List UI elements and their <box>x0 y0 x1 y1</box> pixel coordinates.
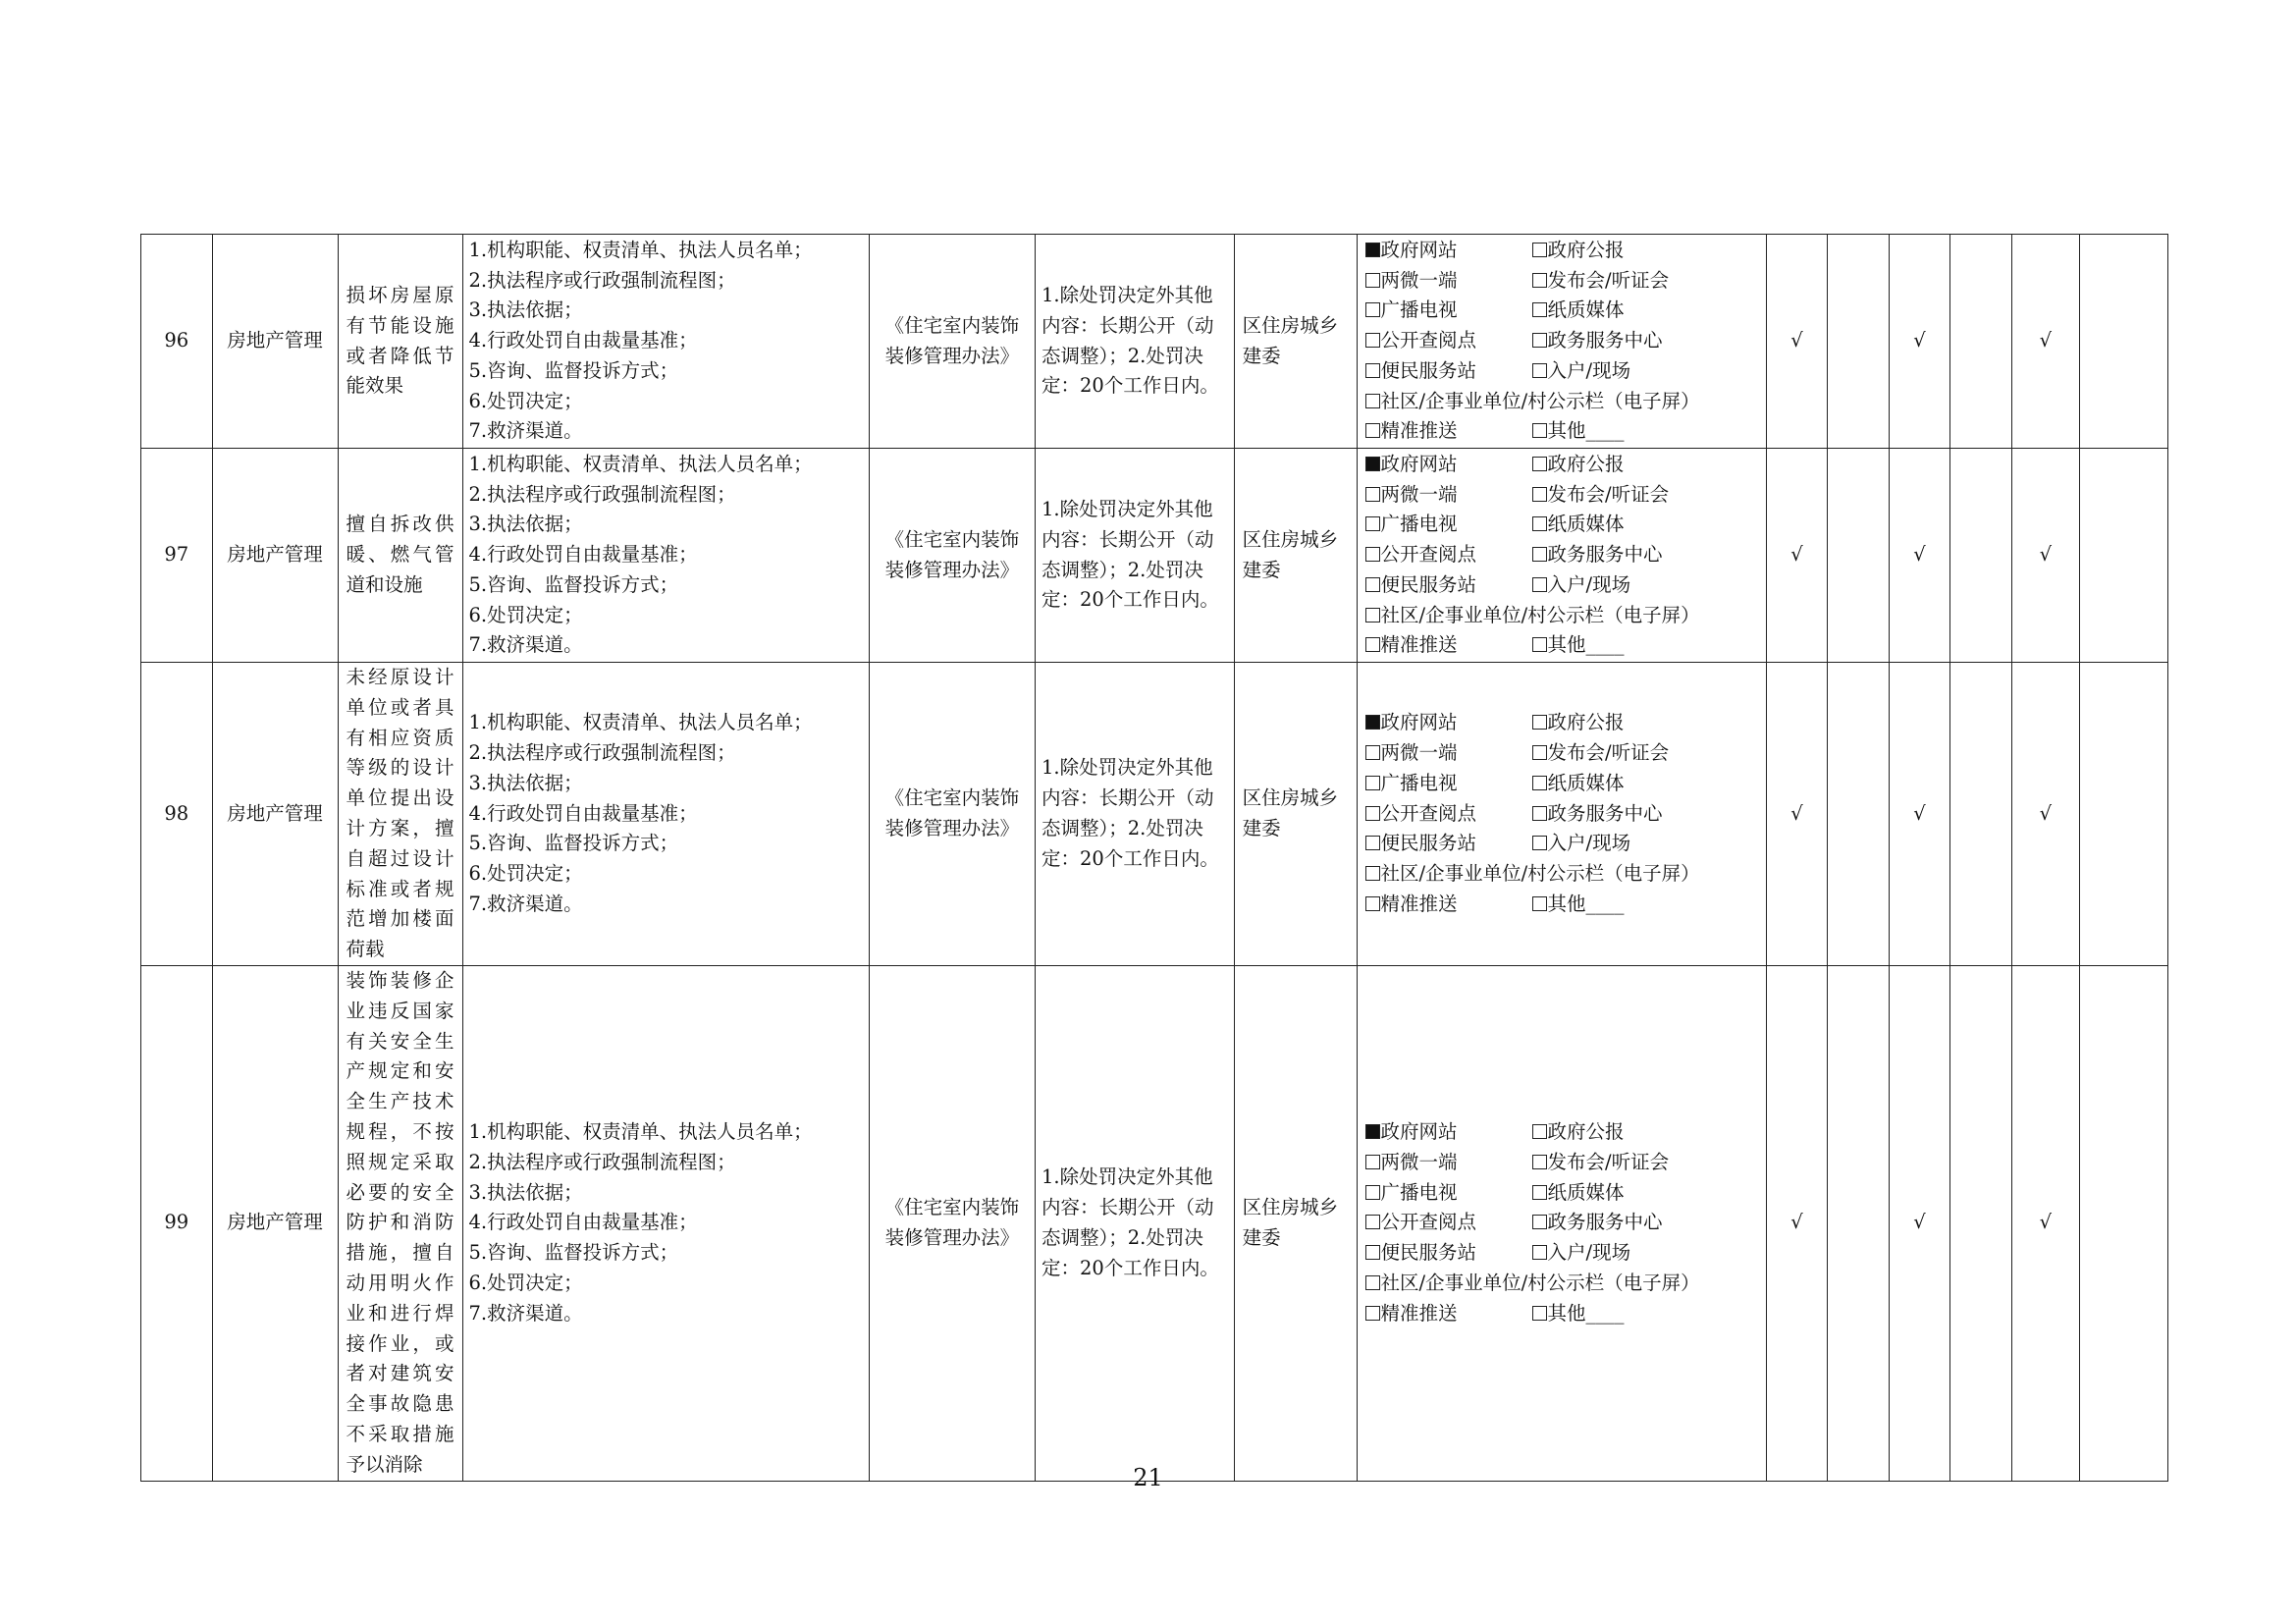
checkbox-icon <box>1532 273 1547 288</box>
channel-option <box>1532 450 1762 480</box>
basis-cell <box>869 449 1035 663</box>
channels-cell <box>1357 235 1766 449</box>
check-cell <box>2080 235 2168 449</box>
content-line: 7.救济渠道。 <box>468 892 583 915</box>
content-line: 3.执法依据； <box>468 771 583 794</box>
basis-text: 《住宅室内装饰装修管理办法》 <box>884 313 1020 367</box>
check-cell <box>1828 235 1889 449</box>
channel-label: 其他____ <box>1547 419 1625 443</box>
row-number: 97 <box>141 449 213 663</box>
channel-option <box>1532 266 1762 297</box>
channel-label: 便民服务站 <box>1380 572 1477 596</box>
content-line: 3.执法依据； <box>468 513 583 536</box>
channel-option <box>1365 630 1532 661</box>
content-line: 7.救济渠道。 <box>468 633 583 657</box>
channel-option <box>1365 296 1532 326</box>
channel-label: 发布会/听证会 <box>1547 268 1670 292</box>
channel-label: 广播电视 <box>1380 298 1458 322</box>
checkbox-icon <box>1365 333 1380 348</box>
channel-label: 公开查阅点 <box>1380 543 1477 567</box>
page-number: 21 <box>1133 1464 1163 1491</box>
subject-cell <box>1234 663 1357 966</box>
channel-label: 便民服务站 <box>1380 358 1477 382</box>
row-number: 96 <box>141 235 213 449</box>
channel-option <box>1365 799 1532 830</box>
basis-cell <box>869 965 1035 1481</box>
check-mark-cell: √ <box>1766 449 1827 663</box>
checked-checkbox-icon <box>1365 715 1380 730</box>
basis-text: 《住宅室内装饰装修管理办法》 <box>884 786 1020 839</box>
checkbox-icon <box>1365 776 1380 790</box>
checkbox-icon <box>1365 273 1380 288</box>
channel-option <box>1365 266 1532 297</box>
channel-label: 入户/现场 <box>1547 572 1631 596</box>
time-cell <box>1036 663 1235 966</box>
content-line: 4.行政处罚自由裁量基准； <box>468 329 698 352</box>
content-line: 5.咨询、监督投诉方式； <box>468 1241 679 1265</box>
content-line: 6.处罚决定； <box>468 603 583 626</box>
channel-label: 其他____ <box>1547 1301 1625 1325</box>
checkbox-icon <box>1532 1245 1547 1260</box>
channels-cell <box>1357 965 1766 1481</box>
time-text: 1.除处罚决定外其他内容：长期公开（动态调整）；2.处罚决定：20个工作日内。 <box>1041 283 1219 398</box>
time-text: 1.除处罚决定外其他内容：长期公开（动态调整）；2.处罚决定：20个工作日内。 <box>1041 497 1219 612</box>
checkbox-icon <box>1365 577 1380 592</box>
channel-grid <box>1365 1117 1762 1329</box>
channel-option <box>1365 480 1532 511</box>
channel-label: 其他____ <box>1547 633 1625 657</box>
checkbox-icon <box>1532 1306 1547 1321</box>
channel-label: 纸质媒体 <box>1547 513 1625 536</box>
checkbox-icon <box>1365 1306 1380 1321</box>
channel-label: 两微一端 <box>1380 482 1458 506</box>
content-line: 2.执法程序或行政强制流程图； <box>468 740 736 764</box>
channel-option <box>1365 450 1532 480</box>
channel-label: 政府公报 <box>1547 711 1625 734</box>
content-line: 1.机构职能、权责清单、执法人员名单； <box>468 1119 813 1143</box>
channel-option <box>1365 738 1532 769</box>
row-number: 98 <box>141 663 213 966</box>
basis-text: 《住宅室内装饰装修管理办法》 <box>884 1195 1020 1249</box>
channel-label: 政府公报 <box>1547 452 1625 475</box>
channel-label: 精准推送 <box>1380 1301 1458 1325</box>
checkbox-icon <box>1532 896 1547 911</box>
check-cell <box>1828 449 1889 663</box>
channel-option <box>1532 1117 1762 1148</box>
checkbox-icon <box>1532 547 1547 562</box>
channel-label: 纸质媒体 <box>1547 771 1625 794</box>
check-mark-cell: √ <box>1766 663 1827 966</box>
basis-cell <box>869 663 1035 966</box>
channel-option <box>1365 416 1532 447</box>
channel-option <box>1532 769 1762 799</box>
check-cell <box>1950 235 2011 449</box>
checkbox-icon <box>1532 243 1547 257</box>
content-line: 6.处罚决定； <box>468 389 583 412</box>
item-cell <box>338 235 462 449</box>
disclosure-table <box>140 234 2168 1482</box>
channel-label: 精准推送 <box>1380 892 1458 915</box>
content-cell <box>462 965 869 1481</box>
check-cell <box>2080 449 2168 663</box>
channel-option <box>1365 601 1762 631</box>
content-cell <box>462 449 869 663</box>
channel-option <box>1532 326 1762 356</box>
subject-text: 区住房城乡建委 <box>1242 527 1339 581</box>
channel-label: 公开查阅点 <box>1380 1211 1477 1234</box>
channel-option <box>1365 387 1762 417</box>
subject-cell <box>1234 965 1357 1481</box>
channel-label: 政务服务中心 <box>1547 543 1663 567</box>
check-cell <box>1950 449 2011 663</box>
checkbox-icon <box>1532 715 1547 730</box>
checkbox-icon <box>1365 1275 1380 1290</box>
checkbox-icon <box>1365 302 1380 317</box>
content-line: 2.执法程序或行政强制流程图； <box>468 268 736 292</box>
checkbox-icon <box>1532 577 1547 592</box>
channel-option <box>1365 829 1532 859</box>
channel-label: 社区/企事业单位/村公示栏（电子屏） <box>1380 1271 1700 1294</box>
check-mark-cell: √ <box>2011 663 2080 966</box>
category-cell: 房地产管理 <box>212 235 338 449</box>
category-cell: 房地产管理 <box>212 663 338 966</box>
channel-label: 发布会/听证会 <box>1547 482 1670 506</box>
channel-option <box>1532 480 1762 511</box>
channel-option <box>1365 356 1532 387</box>
content-line: 3.执法依据； <box>468 1180 583 1204</box>
channel-label: 社区/企事业单位/村公示栏（电子屏） <box>1380 862 1700 886</box>
checkbox-icon <box>1365 836 1380 850</box>
channel-option <box>1532 570 1762 601</box>
time-text: 1.除处罚决定外其他内容：长期公开（动态调整）；2.处罚决定：20个工作日内。 <box>1041 756 1219 870</box>
channel-label: 入户/现场 <box>1547 832 1631 855</box>
content-line: 2.执法程序或行政强制流程图； <box>468 1150 736 1173</box>
channel-label: 精准推送 <box>1380 633 1458 657</box>
check-cell <box>1828 965 1889 1481</box>
channel-label: 纸质媒体 <box>1547 298 1625 322</box>
channel-label: 政府网站 <box>1380 711 1458 734</box>
channel-label: 广播电视 <box>1380 513 1458 536</box>
channel-label: 其他____ <box>1547 892 1625 915</box>
checkbox-icon <box>1532 1215 1547 1229</box>
content-line: 1.机构职能、权责清单、执法人员名单； <box>468 452 813 475</box>
channel-option <box>1532 416 1762 447</box>
item-text: 损坏房屋原有节能设施或者降低节能效果 <box>346 283 454 398</box>
checkbox-icon <box>1532 637 1547 652</box>
channel-option <box>1365 510 1532 540</box>
checkbox-icon <box>1532 806 1547 821</box>
checkbox-icon <box>1532 836 1547 850</box>
content-line: 7.救济渠道。 <box>468 419 583 443</box>
checkbox-icon <box>1365 608 1380 623</box>
channel-option <box>1365 769 1532 799</box>
channel-label: 政府网站 <box>1380 238 1458 261</box>
channel-option <box>1532 1299 1762 1329</box>
checkbox-icon <box>1532 1124 1547 1139</box>
item-cell <box>338 449 462 663</box>
checkbox-icon <box>1365 866 1380 881</box>
channel-option <box>1532 890 1762 920</box>
channel-label: 政务服务中心 <box>1547 1211 1663 1234</box>
channel-label: 政府网站 <box>1380 452 1458 475</box>
content-line: 6.处罚决定； <box>468 1271 583 1294</box>
channel-label: 便民服务站 <box>1380 1241 1477 1265</box>
content-cell <box>462 663 869 966</box>
content-line: 7.救济渠道。 <box>468 1301 583 1325</box>
channel-option <box>1365 708 1532 738</box>
checkbox-icon <box>1365 547 1380 562</box>
channel-option <box>1532 1238 1762 1269</box>
table-body <box>141 235 2168 1482</box>
channel-label: 两微一端 <box>1380 740 1458 764</box>
check-mark-cell: √ <box>1889 235 1949 449</box>
subject-text: 区住房城乡建委 <box>1242 313 1339 367</box>
channel-option <box>1365 236 1532 266</box>
content-cell <box>462 235 869 449</box>
checked-checkbox-icon <box>1365 457 1380 471</box>
channel-label: 发布会/听证会 <box>1547 740 1670 764</box>
checkbox-icon <box>1532 423 1547 438</box>
subject-text: 区住房城乡建委 <box>1242 786 1339 839</box>
channel-label: 发布会/听证会 <box>1547 1150 1670 1173</box>
check-cell <box>1828 663 1889 966</box>
channel-label: 广播电视 <box>1380 771 1458 794</box>
check-mark-cell: √ <box>2011 235 2080 449</box>
channel-option <box>1365 859 1762 890</box>
basis-text: 《住宅室内装饰装修管理办法》 <box>884 527 1020 581</box>
channel-label: 两微一端 <box>1380 1150 1458 1173</box>
time-cell <box>1036 235 1235 449</box>
channel-option <box>1532 1208 1762 1238</box>
channel-option <box>1532 799 1762 830</box>
checkbox-icon <box>1365 637 1380 652</box>
checkbox-icon <box>1365 423 1380 438</box>
checkbox-icon <box>1532 363 1547 378</box>
item-cell <box>338 663 462 966</box>
checkbox-icon <box>1532 333 1547 348</box>
checkbox-icon <box>1532 302 1547 317</box>
channels-cell <box>1357 663 1766 966</box>
checkbox-icon <box>1532 1185 1547 1200</box>
time-text: 1.除处罚决定外其他内容：长期公开（动态调整）；2.处罚决定：20个工作日内。 <box>1041 1165 1219 1279</box>
checkbox-icon <box>1532 457 1547 471</box>
checkbox-icon <box>1365 1155 1380 1169</box>
category-cell: 房地产管理 <box>212 449 338 663</box>
channel-option <box>1532 708 1762 738</box>
channel-option <box>1365 1117 1532 1148</box>
channel-option <box>1365 1269 1762 1299</box>
channel-option <box>1532 540 1762 570</box>
content-line: 4.行政处罚自由裁量基准； <box>468 801 698 825</box>
channel-option <box>1365 326 1532 356</box>
subject-text: 区住房城乡建委 <box>1242 1195 1339 1249</box>
check-mark-cell: √ <box>1766 965 1827 1481</box>
check-mark-cell: √ <box>2011 965 2080 1481</box>
check-mark-cell: √ <box>1889 449 1949 663</box>
checked-checkbox-icon <box>1365 1124 1380 1139</box>
content-line: 1.机构职能、权责清单、执法人员名单； <box>468 238 813 261</box>
channel-option <box>1532 296 1762 326</box>
checkbox-icon <box>1365 745 1380 760</box>
category-cell: 房地产管理 <box>212 965 338 1481</box>
channel-option <box>1365 540 1532 570</box>
check-mark-cell: √ <box>1889 965 1949 1481</box>
channel-label: 公开查阅点 <box>1380 329 1477 352</box>
checkbox-icon <box>1365 363 1380 378</box>
content-line: 6.处罚决定； <box>468 862 583 886</box>
channels-cell <box>1357 449 1766 663</box>
channel-option <box>1365 1178 1532 1209</box>
item-cell <box>338 965 462 1481</box>
channel-option <box>1532 738 1762 769</box>
item-text: 未经原设计单位或者具有相应资质等级的设计单位提出设计方案，擅自超过设计标准或者规范增加楼面荷载 <box>346 666 454 961</box>
check-cell <box>1950 965 2011 1481</box>
channel-label: 社区/企事业单位/村公示栏（电子屏） <box>1380 389 1700 412</box>
checkbox-icon <box>1365 487 1380 502</box>
content-line: 4.行政处罚自由裁量基准； <box>468 1211 698 1234</box>
channel-option <box>1532 1148 1762 1178</box>
channel-option <box>1532 1178 1762 1209</box>
channel-option <box>1365 890 1532 920</box>
checkbox-icon <box>1365 394 1380 408</box>
content-line: 1.机构职能、权责清单、执法人员名单； <box>468 711 813 734</box>
content-line: 4.行政处罚自由裁量基准； <box>468 543 698 567</box>
check-cell <box>2080 663 2168 966</box>
time-cell <box>1036 449 1235 663</box>
checkbox-icon <box>1365 806 1380 821</box>
checkbox-icon <box>1532 516 1547 531</box>
channel-label: 入户/现场 <box>1547 1241 1631 1265</box>
table-row <box>141 235 2168 449</box>
channel-label: 精准推送 <box>1380 419 1458 443</box>
row-number: 99 <box>141 965 213 1481</box>
channel-label: 政府公报 <box>1547 1119 1625 1143</box>
channel-label: 便民服务站 <box>1380 832 1477 855</box>
checkbox-icon <box>1365 516 1380 531</box>
table-row <box>141 965 2168 1481</box>
content-line: 5.咨询、监督投诉方式； <box>468 358 679 382</box>
channel-option <box>1365 1208 1532 1238</box>
channel-label: 公开查阅点 <box>1380 801 1477 825</box>
table-row <box>141 663 2168 966</box>
checkbox-icon <box>1532 745 1547 760</box>
channel-option <box>1532 510 1762 540</box>
channel-label: 入户/现场 <box>1547 358 1631 382</box>
check-mark-cell: √ <box>2011 449 2080 663</box>
channel-grid <box>1365 236 1762 448</box>
checkbox-icon <box>1365 1215 1380 1229</box>
subject-cell <box>1234 235 1357 449</box>
channel-option <box>1365 1238 1532 1269</box>
checkbox-icon <box>1532 487 1547 502</box>
check-cell <box>2080 965 2168 1481</box>
channel-label: 政府网站 <box>1380 1119 1458 1143</box>
channel-option <box>1365 570 1532 601</box>
checkbox-icon <box>1365 1185 1380 1200</box>
channel-option <box>1365 1299 1532 1329</box>
checkbox-icon <box>1532 1155 1547 1169</box>
check-cell <box>1950 663 2011 966</box>
checkbox-icon <box>1532 776 1547 790</box>
item-text: 擅自拆改供暖、燃气管道和设施 <box>346 513 454 596</box>
channel-label: 社区/企事业单位/村公示栏（电子屏） <box>1380 603 1700 626</box>
checked-checkbox-icon <box>1365 243 1380 257</box>
channel-label: 政务服务中心 <box>1547 801 1663 825</box>
checkbox-icon <box>1365 896 1380 911</box>
channel-label: 两微一端 <box>1380 268 1458 292</box>
channel-option <box>1532 236 1762 266</box>
basis-cell <box>869 235 1035 449</box>
channel-option <box>1532 829 1762 859</box>
table-row <box>141 449 2168 663</box>
check-mark-cell: √ <box>1766 235 1827 449</box>
item-text: 装饰装修企业违反国家有关安全生产规定和安全生产技术规程，不按照规定采取必要的安全防护和消防措施，擅自动用明火作业和进行焊接作业，或者对建筑安全事故隐患不采取措施予以消除 <box>346 968 454 1476</box>
channel-label: 政府公报 <box>1547 238 1625 261</box>
channel-option <box>1532 356 1762 387</box>
channel-grid <box>1365 450 1762 662</box>
channel-label: 广播电视 <box>1380 1180 1458 1204</box>
content-line: 5.咨询、监督投诉方式； <box>468 572 679 596</box>
time-cell <box>1036 965 1235 1481</box>
content-line: 3.执法依据； <box>468 298 583 322</box>
content-line: 5.咨询、监督投诉方式； <box>468 832 679 855</box>
subject-cell <box>1234 449 1357 663</box>
check-mark-cell: √ <box>1889 663 1949 966</box>
channel-label: 纸质媒体 <box>1547 1180 1625 1204</box>
content-line: 2.执法程序或行政强制流程图； <box>468 482 736 506</box>
channel-option <box>1365 1148 1532 1178</box>
channel-grid <box>1365 708 1762 920</box>
channel-option <box>1532 630 1762 661</box>
checkbox-icon <box>1365 1245 1380 1260</box>
channel-label: 政务服务中心 <box>1547 329 1663 352</box>
